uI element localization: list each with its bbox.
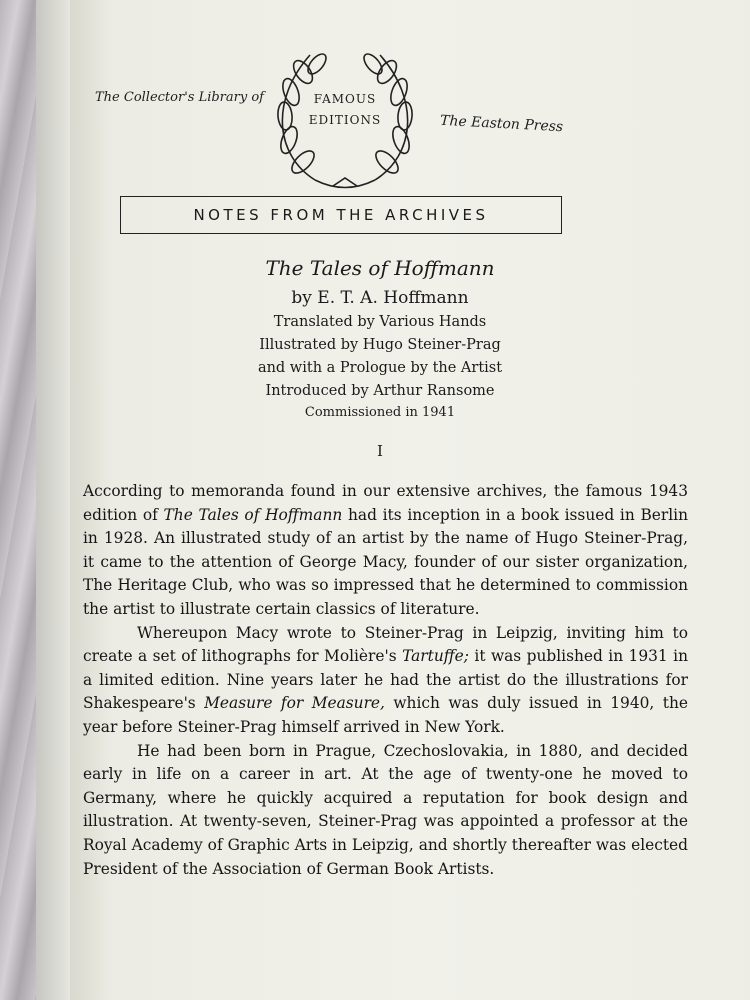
credit-prologue: and with a Prologue by the Artist [257, 360, 503, 376]
credit-introduced: Introduced by Arthur Ransome [265, 383, 495, 399]
archives-title: NOTES FROM THE ARCHIVES [120, 196, 562, 234]
book-title: The Tales of Hoffmann [265, 256, 495, 280]
credit-commissioned: Commissioned in 1941 [304, 405, 456, 420]
publisher-logo: The Easton Press [439, 112, 564, 136]
collectors-library-label: The Collector's Library of [95, 90, 264, 105]
section-number: I [377, 442, 383, 460]
famous-label: FAMOUS [313, 92, 377, 106]
credit-translated: Translated by Various Hands [273, 314, 487, 330]
book-author: by E. T. A. Hoffmann [291, 288, 469, 308]
body-text [83, 480, 688, 881]
paragraph: He had been born in Prague, Czechoslovakia, in 1880, and decided early in life on a career in art. At the age of twenty-one he moved to Germany, where he quickly acquired a reputation for book design and illustration. At twenty-seven, Steiner-Prag was appointed a professor at the Royal Academy of Graphic Arts in Leipzig, and shortly thereafter was elected President of the Association of German Book Artists. [83, 741, 688, 878]
credit-illustrated: Illustrated by Hugo Steiner-Prag [259, 337, 501, 353]
paragraph: According to memoranda found in our extensive archives, the famous 1943 edition of The Tales of Hoffmann had its inception in a book issued in Berlin in 1928. An illustrated study of an artist by the name of Hugo Steiner-Prag, it came to the attention of George Macy, founder of our sister organization, The Heritage Club, who was so impressed that he determined to commission the artist to illustrate certain classics of literature. [83, 482, 688, 618]
editions-label: EDITIONS [308, 113, 382, 127]
paragraph: Whereupon Macy wrote to Steiner-Prag in Leipzig, inviting him to create a set of lithographs for Molière's Tartuffe; it was published in 1931 in a limited edition. Nine years later he had the artist do the illustrations for Shakespeare's Measure for Measure, which was duly issued in 1940, the year before Steiner-Prag himself arrived in New York. [83, 623, 688, 736]
